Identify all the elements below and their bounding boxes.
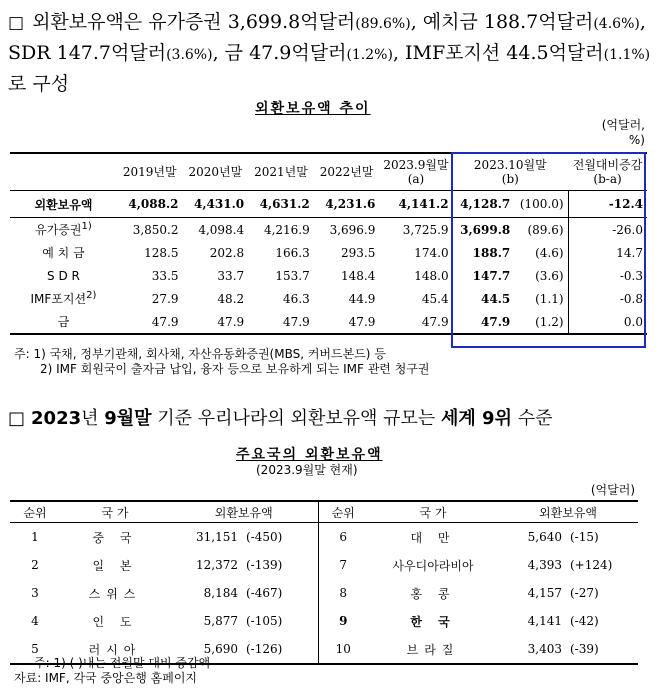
cell: (1.1) [535, 291, 564, 306]
reserve-cell: 5,690 [170, 635, 242, 664]
deposits-share: (4.6%) [593, 16, 640, 32]
cell: 4,128.7 [453, 191, 515, 218]
cell: 14.7 [568, 241, 647, 264]
summary-paragraph [8, 8, 653, 99]
table2-subtitle: (2023.9월말 현재) [256, 463, 358, 477]
cell: 47.9 [117, 310, 183, 334]
footnote: 주: 1) ( )내는 전월말 대비 증감액 [34, 656, 211, 670]
header-rank: 순위 [318, 501, 368, 523]
cell: 44.9 [348, 291, 376, 306]
cell: 148.0 [414, 268, 449, 283]
change-cell: (-139) [246, 558, 283, 572]
heading-text: 월말 [116, 408, 152, 429]
change-cell: (-450) [246, 530, 283, 544]
reserve-cell: 4,141 [527, 614, 562, 628]
header-2019: 2019년말 [117, 153, 183, 191]
header-reserve: 외환보유액 [170, 501, 318, 523]
table1-title: 외환보유액 추이 [255, 101, 371, 117]
change-cell: (-15) [570, 530, 599, 544]
rank-cell: 4 [31, 614, 39, 628]
cell: 153.7 [275, 268, 310, 283]
cell: 47.9 [379, 310, 452, 334]
country-cell: 브라질 [368, 635, 498, 664]
cell: 3,725.9 [402, 222, 449, 237]
rank-cell: 7 [318, 551, 368, 579]
summary-text: 억달러 [300, 11, 356, 33]
cell: 44.5 [481, 291, 511, 306]
cell: 174.0 [414, 245, 449, 260]
cell: 147.7 [472, 268, 511, 283]
cell: 4,216.9 [263, 222, 310, 237]
summary-text: , IMF포지션 [392, 42, 507, 64]
change-cell: (-126) [242, 635, 318, 664]
row-label [10, 287, 117, 310]
reserve-cell: 12,372 [196, 558, 238, 572]
cell: 4,098.4 [198, 222, 245, 237]
table-row [10, 579, 638, 607]
country-cell: 일 본 [92, 558, 138, 573]
footnote: 주: 1) 국채, 정부기관채, 회사채, 자산유동화증권(MBS, 커버드본드) 등 [14, 347, 386, 361]
securities-value: 3,699.8 [227, 11, 301, 33]
header-2020: 2020년말 [183, 153, 249, 191]
cell: (3.6) [535, 268, 564, 283]
cell: 3,850.2 [132, 222, 179, 237]
rank-cell: 2 [31, 558, 39, 572]
footnote-mark: 1) [81, 221, 92, 232]
heading-text: 기준 우리나라의 외환보유액 규모는 [151, 408, 441, 429]
row-label: 외환보유액 [10, 191, 117, 218]
month-text: 9 [104, 408, 117, 429]
reserve-cell: 4,157 [527, 586, 562, 600]
table2-notes [14, 656, 210, 686]
reserve-cell: 4,393 [527, 558, 562, 572]
country-cell: 한 국 [410, 614, 456, 629]
footnote-mark: 2) [86, 290, 97, 301]
unit-line: %) [628, 133, 645, 147]
header-text: (b) [501, 172, 519, 186]
summary-text: 억달러 [538, 11, 594, 33]
change-cell: (+124) [570, 558, 613, 572]
summary-text: 억달러 [548, 42, 604, 64]
header-text: (a) [407, 172, 425, 186]
source-note: 자료: IMF, 각국 중앙은행 홈페이지 [14, 671, 198, 685]
table1-unit [602, 118, 645, 148]
cell: (4.6) [535, 245, 564, 260]
cell: -0.3 [568, 264, 647, 287]
summary-text: 로 구성 [8, 73, 70, 95]
checkbox-bullet: □ [8, 13, 25, 33]
country-cell: 인 도 [92, 614, 138, 629]
change-cell: (-105) [246, 614, 283, 628]
label-text: 유가증권 [35, 223, 82, 237]
header-label [10, 153, 117, 191]
sdr-value: 147.7 [56, 42, 112, 64]
cell: 46.3 [283, 291, 310, 306]
cell: 4,431.0 [183, 191, 249, 218]
cell: 3,699.8 [460, 222, 511, 237]
header-text: 2023.10월말 [473, 158, 547, 172]
header-country: 국 가 [60, 501, 170, 523]
cell: -0.8 [568, 287, 647, 310]
table2-title: 주요국의 외환보유액 [236, 447, 383, 463]
reserve-cell: 5,877 [203, 614, 238, 628]
rank-cell: 8 [318, 579, 368, 607]
reserve-cell: 8,184 [203, 586, 238, 600]
cell: 27.9 [151, 291, 179, 306]
major-countries-table [10, 500, 638, 665]
label-text: IMF포지션 [30, 292, 87, 306]
footnote: 2) IMF 회원국이 출자금 납입, 융자 등으로 보유하게 되는 IMF 관련 청구권 [40, 362, 430, 376]
cell: 47.9 [314, 310, 380, 334]
header-text: (b-a) [593, 172, 622, 186]
unit-line: (억달러, [601, 118, 645, 132]
heading-text: 수준 [511, 408, 553, 429]
cell: 293.5 [341, 245, 376, 260]
gold-share: (1.2%) [346, 47, 393, 63]
row-label: 금 [10, 310, 117, 334]
gold-value: 47.9 [249, 42, 292, 64]
header-2023-sep [379, 153, 452, 191]
cell: (1.2) [514, 310, 568, 334]
country-cell: 스위스 [88, 586, 142, 601]
cell: 3,696.9 [329, 222, 376, 237]
cell: 4,088.2 [117, 191, 183, 218]
rank-cell: 5 [10, 635, 60, 664]
cell: 0.0 [568, 310, 647, 334]
change-cell: (-467) [246, 586, 283, 600]
country-cell: 사우디아라비아 [392, 558, 474, 573]
cell: 4,231.6 [314, 191, 380, 218]
imf-share: (1.1%) [603, 47, 651, 63]
cell: 47.9 [183, 310, 249, 334]
year-text: 2023 [31, 408, 82, 429]
header-text: 전월대비증감 [572, 158, 643, 172]
cell: 188.7 [472, 245, 511, 260]
table-row [10, 607, 638, 635]
highlight-box [451, 152, 646, 348]
summary-text: 외환보유액은 유가증권 [32, 11, 228, 33]
country-cell: 중 국 [92, 530, 138, 545]
reserve-cell: 5,640 [527, 530, 562, 544]
cell: 48.2 [217, 291, 245, 306]
change-cell: (-42) [570, 614, 599, 628]
cell: 47.9 [453, 310, 515, 334]
header-reserve: 외환보유액 [498, 501, 638, 523]
imf-value: 44.5 [506, 42, 549, 64]
header-2021: 2021년말 [248, 153, 314, 191]
table-row [10, 551, 638, 579]
header-2022: 2022년말 [314, 153, 380, 191]
row-label: 예 치 금 [42, 246, 85, 260]
cell: 4,141.2 [379, 191, 452, 218]
summary-text: 억달러 [291, 42, 347, 64]
rank-highlight: 세계 9위 [441, 408, 512, 429]
cell: 4,631.2 [248, 191, 314, 218]
cell: 166.3 [275, 245, 310, 260]
summary-text: , 예치금 [410, 11, 484, 33]
reserve-cell: 31,151 [196, 530, 238, 544]
row-label [10, 218, 117, 242]
rank-cell: 10 [318, 635, 368, 664]
table-header-row [10, 501, 638, 523]
cell: 47.9 [248, 310, 314, 334]
heading-text: 년 [81, 408, 105, 429]
checkbox-bullet: □ [8, 408, 26, 429]
header-rank: 순위 [10, 501, 60, 523]
section-heading [8, 404, 552, 430]
table2-unit: (억달러) [590, 483, 635, 497]
rank-cell: 9 [318, 607, 368, 635]
change-cell: (-27) [570, 586, 599, 600]
deposits-value: 188.7 [483, 11, 539, 33]
header-country: 국 가 [368, 501, 498, 523]
cell: 148.4 [341, 268, 376, 283]
cell: 33.7 [217, 268, 245, 283]
cell: (100.0) [514, 191, 568, 218]
summary-text: 억달러 [111, 42, 167, 64]
cell: 128.5 [144, 245, 179, 260]
cell: 202.8 [209, 245, 245, 260]
reserve-cell: 3,403 [498, 635, 566, 664]
country-cell: 러시아 [60, 635, 170, 664]
row-label: S D R [47, 268, 80, 283]
securities-share: (89.6%) [355, 16, 411, 32]
cell: -12.4 [568, 191, 647, 218]
change-cell: (-39) [566, 635, 638, 664]
table-row [10, 523, 638, 552]
cell: 45.4 [421, 291, 449, 306]
header-text: 2023.9월말 [383, 158, 449, 172]
summary-text: , SDR [8, 11, 646, 64]
cell: -26.0 [568, 218, 647, 242]
table1-notes [14, 347, 429, 377]
rank-cell: 6 [318, 523, 368, 552]
summary-text: , 금 [212, 42, 250, 64]
country-cell: 홍 콩 [410, 586, 456, 601]
cell: 33.5 [151, 268, 179, 283]
sdr-share: (3.6%) [166, 47, 213, 63]
cell: (89.6) [527, 222, 564, 237]
rank-cell: 3 [31, 586, 39, 600]
country-cell: 대 만 [410, 530, 456, 545]
rank-cell: 1 [31, 530, 39, 544]
